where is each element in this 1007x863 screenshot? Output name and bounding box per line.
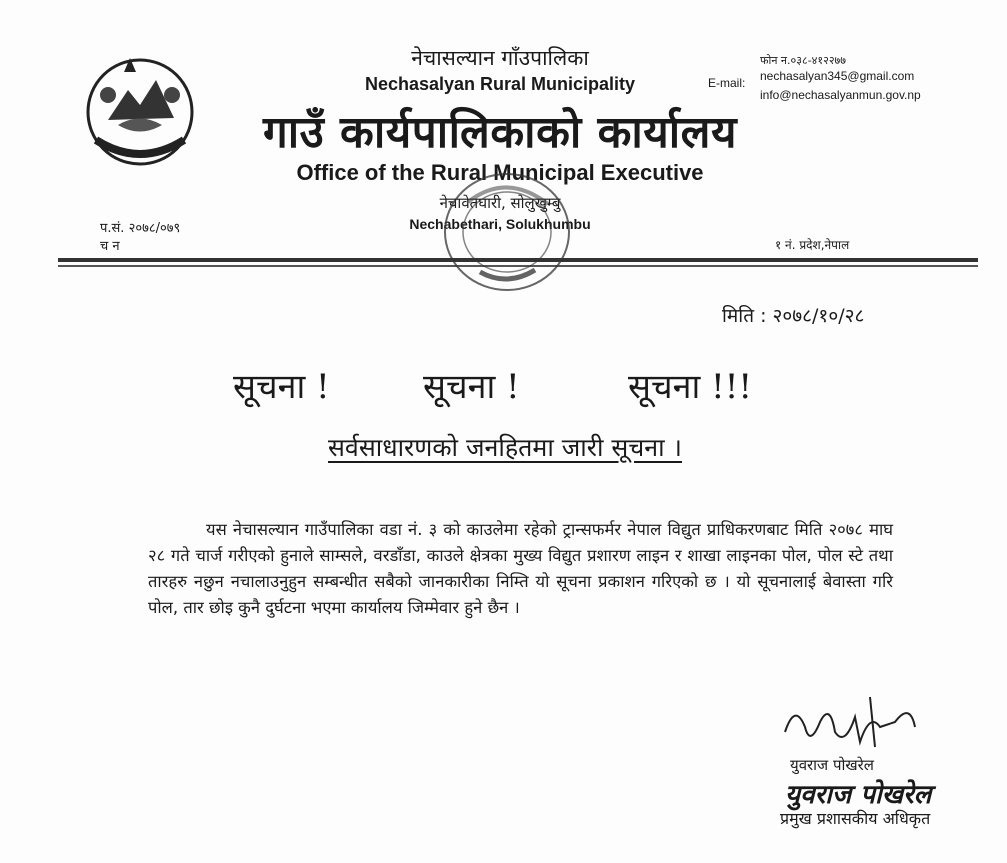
signatory-name-stamp: युवराज पोखरेल [785, 780, 932, 810]
nepal-emblem-icon [78, 50, 202, 174]
email-secondary: info@nechasalyanmun.gov.np [760, 88, 921, 102]
office-title-english: Office of the Rural Municipal Executive [296, 160, 704, 185]
email-primary: nechasalyan345@gmail.com [760, 69, 915, 83]
signatory-title: प्रमुख प्रशासकीय अधिकृत [780, 809, 931, 828]
notice-heading-1: सूचना ! [233, 367, 330, 407]
reference-number: प.सं. २०७८/०७९ [100, 221, 181, 236]
office-seal-icon [420, 162, 595, 302]
phone-number: फोन न.०३८-४१२२७७ [760, 54, 846, 67]
notice-heading-2: सूचना ! [423, 367, 520, 407]
municipality-name-english: Nechasalyan Rural Municipality [364, 74, 636, 94]
notice-body: यस नेचासल्यान गाउँपालिका वडा नं. ३ को काउलेमा रहेको ट्रान्सफर्मर नेपाल विद्युत प्राधिकरणबाट मिति २०७८ माघ २८ गते चार्ज गरीएको हुनाले साम्सले, वरडाँडा, काउले क्षेत्रका मुख्य विद्युत प्रशारण लाइन र शाखा लाइनका पोल, पोल स्टे तथा तारहरु नछुन नचालाउनुहुन सम्बन्धीत सबैको जानकारीका निम्ति यो सूचना प्रकाशन गरिएको छ । यो सूचनालाई बेवास्ता गरि पोल, तार छोइ कुनै दुर्घटना भएमा कार्यालय जिम्मेवार हुने छैन । [148, 520, 893, 617]
signatory-name-handwritten: युवराज पोखरेल [790, 756, 874, 774]
dispatch-number: च न [100, 239, 120, 254]
notice-date: मिति : २०७८/१०/२८ [722, 305, 865, 327]
notice-subject: सर्वसाधारणको जनहितमा जारी सूचना । [328, 433, 682, 462]
signature-icon [775, 692, 925, 762]
municipality-name-nepali: नेचासल्यान गाँउपालिका [411, 46, 589, 70]
address-english: Nechabethari, Solukhumbu [409, 216, 591, 232]
notice-heading-3: सूचना !!! [628, 367, 753, 407]
address-nepali: नेचावेतघारी, सोलुखुम्बु [439, 194, 561, 212]
province-label: १ नं. प्रदेश,नेपाल [775, 238, 850, 252]
office-title-nepali: गाउँ कार्यपालिकाको कार्यालय [262, 107, 738, 158]
email-label: E-mail: [708, 76, 746, 90]
